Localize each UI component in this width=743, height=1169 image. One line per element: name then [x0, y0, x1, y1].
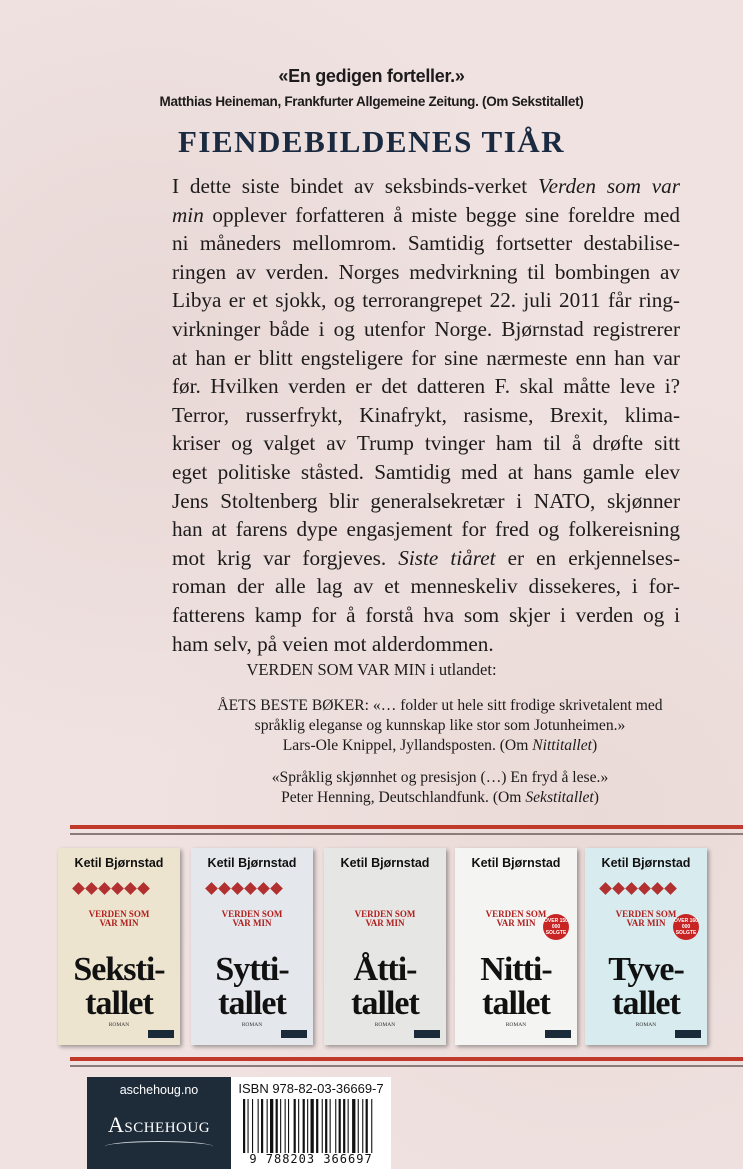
publisher-mark-icon	[281, 1030, 307, 1038]
rating-star-icon	[651, 882, 664, 895]
blurb-line: før. Hvilken verden er det datteren F. skal måtte leve i?	[172, 374, 680, 399]
series-line: VAR MIN	[365, 918, 405, 928]
review-source: Peter Henning, Deutschlandfunk. (Om Sekstitallet)	[281, 789, 599, 806]
publisher-logo: Aschehoug	[107, 1112, 211, 1137]
publisher-box	[87, 1077, 231, 1169]
blurb-line: at han er blitt engsteligere for sine nærmeste enn han var	[172, 345, 680, 370]
review-deutschlandfunk	[200, 768, 680, 808]
abroad-section-title: VERDEN SOM VAR MIN i utlandet:	[246, 660, 497, 679]
book-author: Ketil Bjørnstad	[601, 856, 691, 870]
book-title-line2: tallet	[351, 985, 419, 1022]
gray-rule-bottom	[70, 1065, 743, 1067]
book-cover-3	[324, 848, 446, 1045]
barcode-bar	[261, 1099, 263, 1153]
book-title-line2: tallet	[482, 985, 550, 1022]
blurb-line: eget politiske ståsted. Samtidig med at hans gamle elev	[172, 459, 680, 484]
publisher-url[interactable]: aschehoug.no	[119, 1083, 199, 1097]
series-line: VERDEN SOM	[221, 909, 283, 919]
rating-star-icon	[124, 882, 137, 895]
book-genre: ROMAN	[374, 1022, 396, 1028]
review-jyllandsposten	[200, 696, 680, 756]
book-cover-5	[585, 848, 707, 1045]
book-title-line1: Åtti-	[353, 951, 417, 988]
barcode-bar	[316, 1099, 318, 1153]
book-title-line1: Tyve-	[608, 951, 684, 988]
book-author: Ketil Bjørnstad	[207, 856, 297, 870]
isbn-number: ISBN 978-82-03-36669-7	[238, 1081, 384, 1096]
barcode-bar	[366, 1099, 368, 1153]
barcode-bar	[258, 1099, 259, 1153]
series-line: VERDEN SOM	[88, 909, 150, 919]
publisher-mark-icon	[675, 1030, 701, 1038]
blurb-line: fatterens kamp for å forstå hva som skjer i verden og i	[172, 602, 680, 627]
barcode-bar	[294, 1099, 296, 1153]
book-author: Ketil Bjørnstad	[340, 856, 430, 870]
barcode-bar	[285, 1099, 286, 1153]
barcode-bar	[307, 1099, 308, 1153]
series-line: VAR MIN	[99, 918, 139, 928]
gray-rule	[70, 833, 743, 835]
book-series-covers	[58, 848, 743, 1048]
barcode-bar	[358, 1099, 359, 1153]
blurb-line: Terror, russerfrykt, Kinafrykt, rasisme, Brexit, klima-	[172, 402, 680, 427]
barcode-bar	[348, 1099, 349, 1153]
book-cover-2	[191, 848, 313, 1045]
barcode-bar	[311, 1099, 314, 1153]
barcode-bar	[270, 1099, 273, 1153]
sales-stamp: OVER 150 000 SOLGTE	[543, 914, 569, 940]
rating-icons	[72, 878, 166, 894]
book-title-line1: Seksti-	[73, 951, 165, 988]
barcode-bar	[330, 1099, 331, 1153]
book-genre: ROMAN	[505, 1022, 527, 1028]
blurb-line: ringen av verden. Norges medvirkning til bombingen av	[172, 259, 680, 284]
rating-star-icon	[72, 882, 85, 895]
series-line: VAR MIN	[232, 918, 272, 928]
series-line: VAR MIN	[496, 918, 536, 928]
series-line: VERDEN SOM	[354, 909, 416, 919]
rating-star-icon	[612, 882, 625, 895]
top-quote-attribution: Matthias Heineman, Frankfurter Allgemeine Zeitung. (Om Sekstitallet)	[159, 94, 584, 109]
book-genre: ROMAN	[108, 1022, 130, 1028]
barcode-bar	[325, 1099, 327, 1153]
publisher-mark-icon	[545, 1030, 571, 1038]
series-line: VERDEN SOM	[615, 909, 677, 919]
barcode-bar	[298, 1099, 299, 1153]
barcode-bar	[288, 1099, 289, 1153]
review-line: «Språklig skjønnhet og presisjon (…) En fryd å lese.»	[271, 769, 609, 786]
rating-star-icon	[625, 882, 638, 895]
blurb-text	[172, 172, 680, 658]
rating-star-icon	[98, 882, 111, 895]
blurb-line: Libya er et sjokk, og terrorangrepet 22. juli 2011 får ring-	[172, 288, 680, 313]
barcode-bar	[352, 1099, 355, 1153]
back-cover-headline: FIENDEBILDENES TIÅR	[177, 124, 566, 159]
red-rule-bottom	[70, 1057, 743, 1061]
barcode-bar	[303, 1099, 305, 1153]
barcode-bar	[322, 1099, 323, 1153]
publisher-mark-icon	[414, 1030, 440, 1038]
series-line: VERDEN SOM	[485, 909, 547, 919]
rating-star-icon	[85, 882, 98, 895]
book-title-line1: Sytti-	[215, 951, 289, 988]
book-title-line2: tallet	[612, 985, 680, 1022]
barcode-digits: 9 788203 366697	[249, 1152, 373, 1166]
book-genre: ROMAN	[241, 1022, 263, 1028]
series-line: VAR MIN	[626, 918, 666, 928]
barcode-bar	[339, 1099, 341, 1153]
rating-star-icon	[599, 882, 612, 895]
blurb-line: ni måneders mellomrom. Samtidig fortsetter destabilise-	[172, 231, 680, 256]
review-line: ÅETS BESTE BØKER: «… folder ut hele sitt frodige skrivetalent med	[217, 697, 663, 714]
blurb-line: ham selv, på veien mot alderdommen.	[172, 631, 494, 656]
rating-star-icon	[244, 882, 257, 895]
book-author: Ketil Bjørnstad	[74, 856, 164, 870]
barcode-bar	[371, 1099, 372, 1153]
book-series-name	[58, 910, 180, 928]
barcode-bar	[280, 1099, 281, 1153]
barcode-bar	[276, 1099, 278, 1153]
barcode-bar	[267, 1099, 268, 1153]
rating-star-icon	[638, 882, 651, 895]
rating-icons	[599, 878, 693, 894]
rating-star-icon	[111, 882, 124, 895]
barcode-bar	[252, 1099, 253, 1153]
rating-star-icon	[205, 882, 218, 895]
logo-swash	[105, 1141, 213, 1152]
barcode-bar	[343, 1099, 345, 1153]
barcode	[241, 1099, 387, 1153]
blurb-line: kriser og valget av Trump tvinger ham til å drøfte sitt	[172, 431, 680, 456]
rating-star-icon	[231, 882, 244, 895]
book-title-line2: tallet	[218, 985, 286, 1022]
barcode-bar	[362, 1099, 363, 1153]
book-cover-4	[455, 848, 577, 1045]
book-series-name	[324, 910, 446, 928]
rating-star-icon	[218, 882, 231, 895]
blurb-line: min opplever forfatteren å miste begge sine foreldre med	[172, 202, 680, 227]
book-cover-1	[58, 848, 180, 1045]
rating-star-icon	[270, 882, 283, 895]
barcode-bar	[248, 1099, 249, 1153]
blurb-line: Jens Stoltenberg blir generalsekretær i NATO, skjønner	[172, 488, 680, 513]
blurb-line: roman der alle lag av et menneskeliv dissekeres, i for-	[172, 574, 680, 599]
book-genre: ROMAN	[635, 1022, 657, 1028]
publisher-mark-icon	[148, 1030, 174, 1038]
blurb-line: han at farens dype engasjement for fred og folkereisning	[172, 517, 680, 542]
book-series-name	[191, 910, 313, 928]
rating-icons	[205, 878, 299, 894]
review-line: språklig eleganse og kunnskap like stor som Jotunheimen.»	[254, 717, 626, 734]
rating-star-icon	[664, 882, 677, 895]
barcode-bar	[243, 1099, 245, 1153]
book-title-line1: Nitti-	[480, 951, 552, 988]
barcode-bar	[335, 1099, 336, 1153]
book-author: Ketil Bjørnstad	[471, 856, 561, 870]
blurb-line: I dette siste bindet av seksbinds-verket Verden som var	[172, 174, 680, 198]
top-quote: «En gedigen forteller.»	[278, 66, 465, 86]
review-source: Lars-Ole Knippel, Jyllandsposten. (Om Nittitallet)	[282, 737, 598, 754]
blurb-line: virkninger både i og utenfor Norge. Bjørnstad registrerer	[172, 316, 680, 341]
blurb-line: mot krig var forgjeves. Siste tiåret er en erkjennelses-	[172, 545, 681, 570]
rating-star-icon	[257, 882, 270, 895]
isbn-barcode-box	[231, 1077, 391, 1169]
rating-star-icon	[137, 882, 150, 895]
sales-stamp: OVER 160 000 SOLGTE	[673, 914, 699, 940]
red-rule	[70, 825, 743, 829]
book-title-line2: tallet	[85, 985, 153, 1022]
